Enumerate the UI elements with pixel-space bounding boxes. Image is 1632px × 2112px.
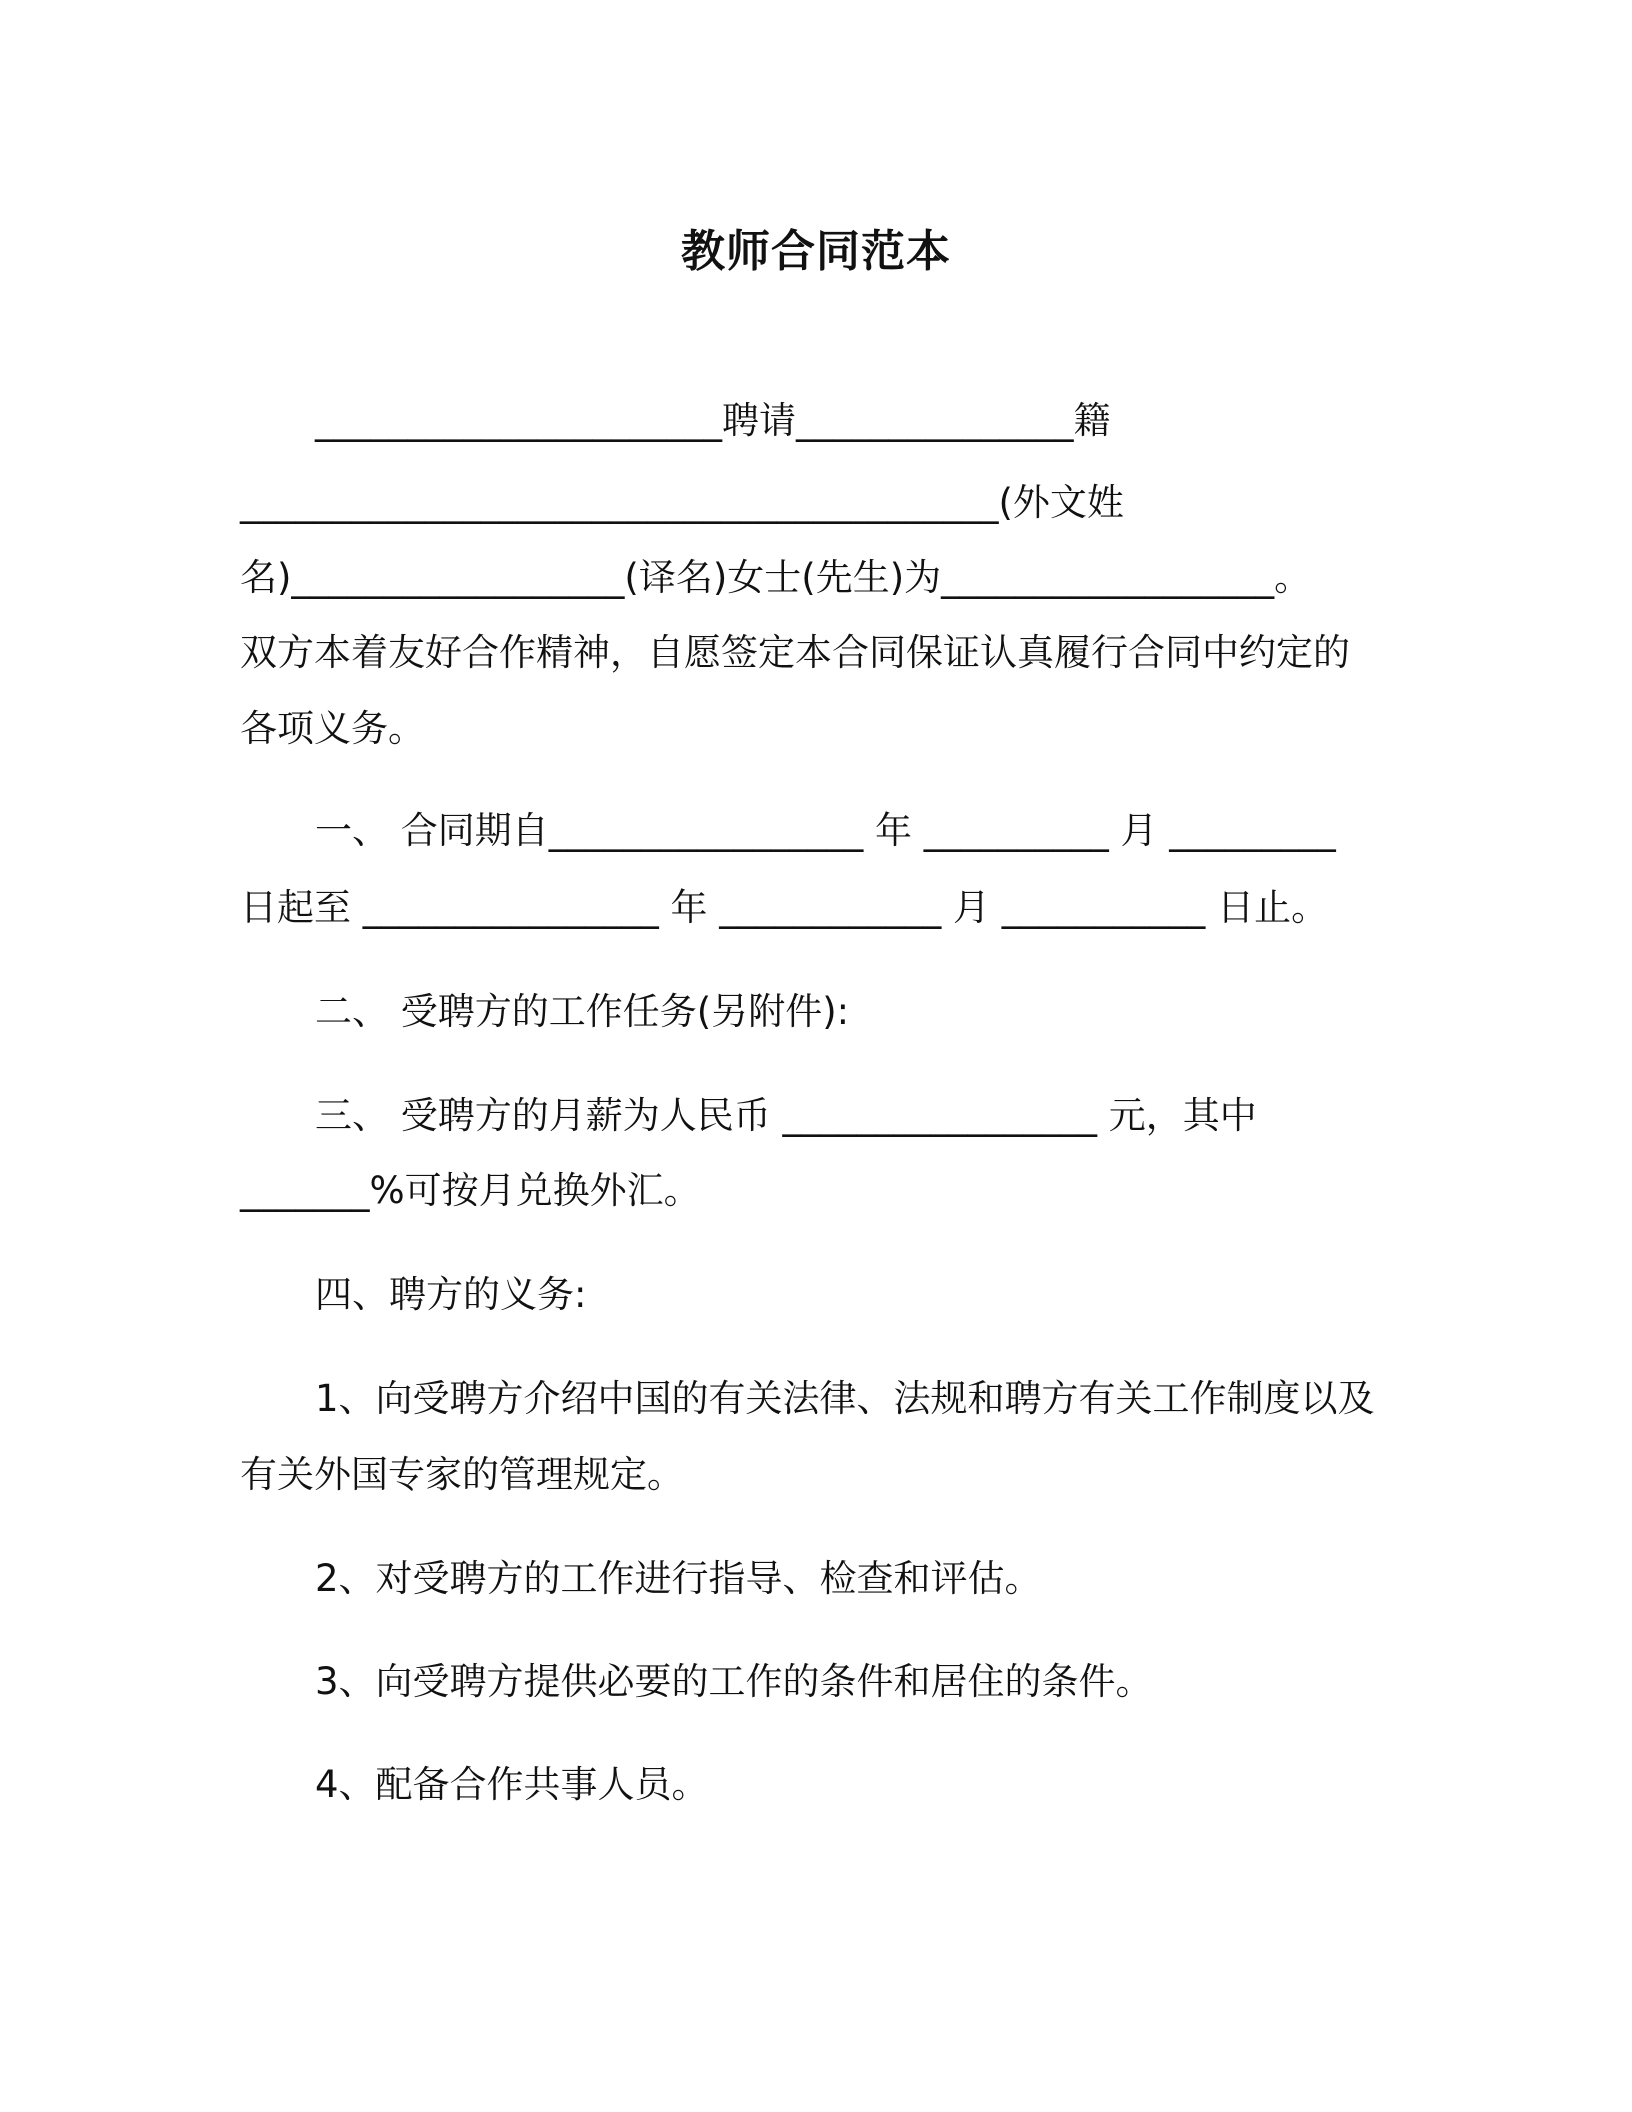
clause-4-item-2: 2、对受聘方的工作进行指导、检查和评估。 <box>315 1557 1042 1600</box>
intro-line-5: 各项义务。 <box>240 707 425 750</box>
clause-4-item-1-line-1: 1、向受聘方介绍中国的有关法律、法规和聘方有关工作制度以及 <box>315 1377 1375 1420</box>
clause-4-item-3: 3、向受聘方提供必要的工作的条件和居住的条件。 <box>315 1660 1153 1703</box>
intro-line-3: 名)__________________(译名)女士(先生)为__________________。 <box>240 556 1312 599</box>
clause-3-line-2: _______%可按月兑换外汇。 <box>240 1169 701 1212</box>
clause-1-line-2: 日起至 ________________ 年 ____________ 月 ___________ 日止。 <box>240 886 1329 929</box>
document-title: 教师合同范本 <box>681 226 951 277</box>
clause-2: 二、 受聘方的工作任务(另附件): <box>315 990 850 1033</box>
clause-1-line-1: 一、 合同期自_________________ 年 __________ 月 _________ <box>315 809 1336 852</box>
clause-4-heading: 四、聘方的义务: <box>315 1273 587 1316</box>
intro-line-2: _________________________________________(外文姓 <box>240 481 1124 524</box>
clause-4-item-1-line-2: 有关外国专家的管理规定。 <box>240 1453 684 1496</box>
clause-3-line-1: 三、 受聘方的月薪为人民币 _________________ 元，其中 <box>315 1094 1257 1137</box>
intro-line-4: 双方本着友好合作精神，自愿签定本合同保证认真履行合同中约定的 <box>240 631 1350 674</box>
intro-line-1: ______________________聘请_______________籍 <box>315 399 1111 442</box>
clause-4-item-4: 4、配备合作共事人员。 <box>315 1763 709 1806</box>
